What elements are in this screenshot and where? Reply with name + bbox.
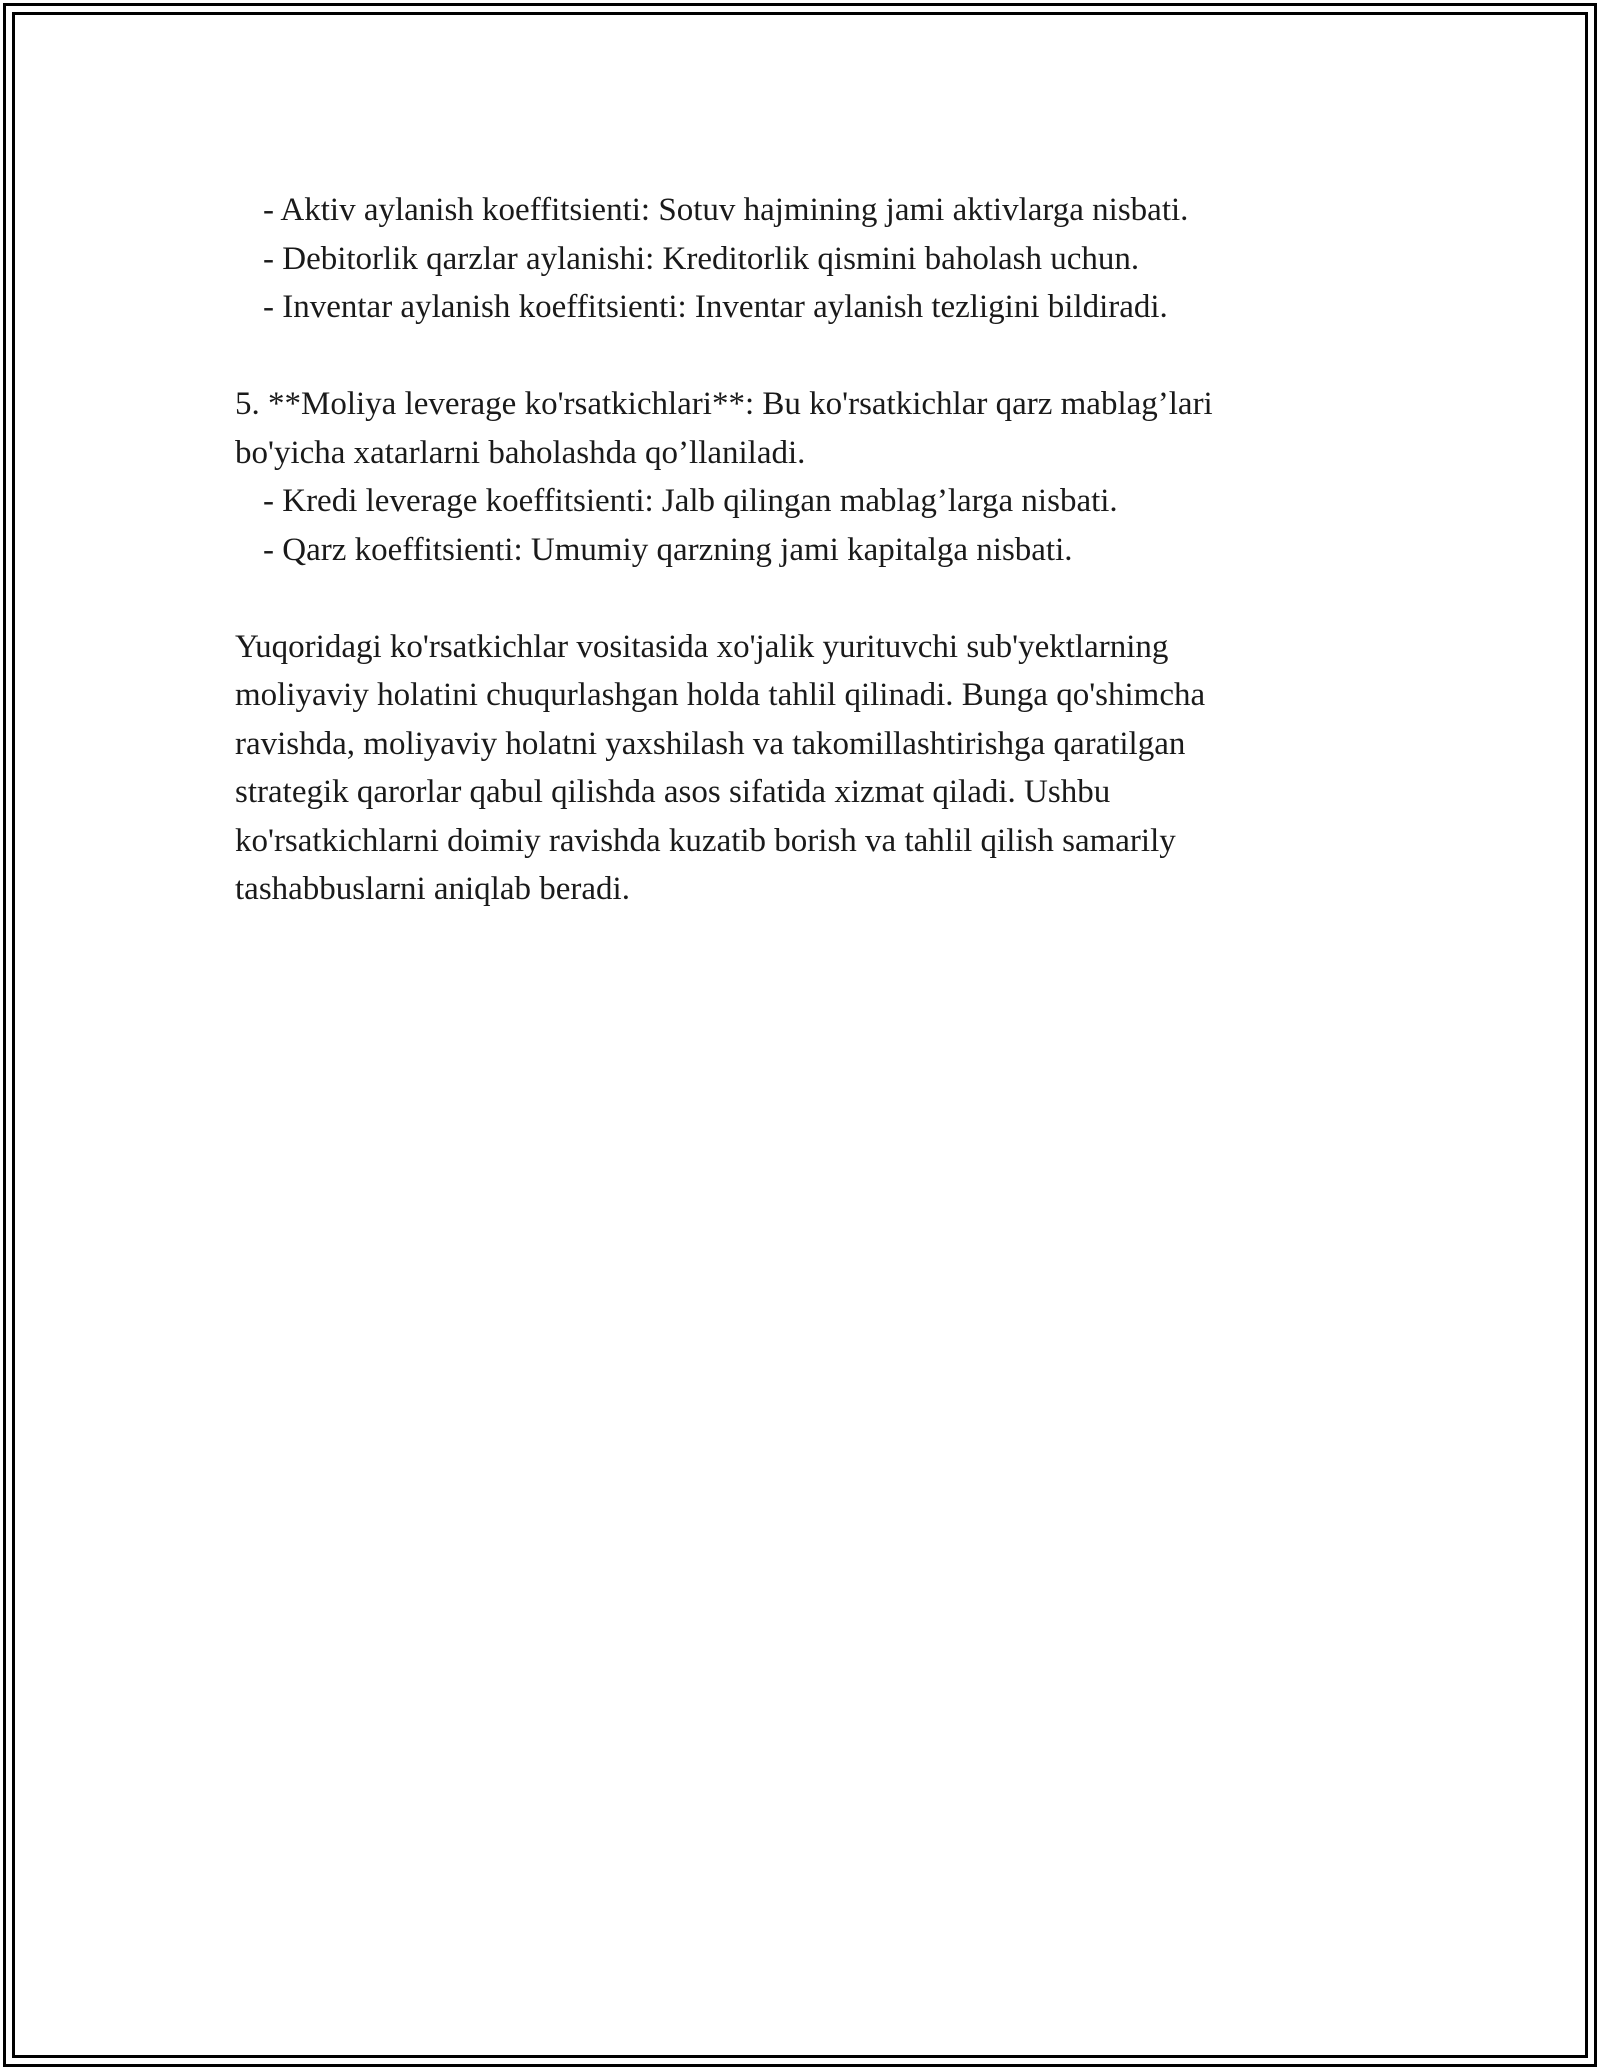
paragraph-spacer xyxy=(235,332,1365,381)
paragraph-line: tashabbuslarni aniqlab beradi. xyxy=(235,871,630,907)
list-item: - Kredi leverage koeffitsienti: Jalb qilingan mablag’larga nisbati. xyxy=(263,483,1118,519)
list-item: - Inventar aylanish koeffitsienti: Inventar aylanish tezligini bildiradi. xyxy=(263,289,1168,325)
section-heading-line: 5. **Moliya leverage ko'rsatkichlari**: Bu ko'rsatkichlar qarz mablag’lari xyxy=(235,386,1213,422)
paragraph-line: strategik qarorlar qabul qilishda asos sifatida xizmat qiladi. Ushbu xyxy=(235,774,1111,810)
leverage-section xyxy=(235,380,1365,574)
paragraph-line: moliyaviy holatini chuqurlashgan holda tahlil qilinadi. Bunga qo'shimcha xyxy=(235,677,1206,713)
paragraph-line: Yuqoridagi ko'rsatkichlar vositasida xo'jalik yurituvchi sub'yektlarning xyxy=(235,628,1169,665)
list-item: - Debitorlik qarzlar aylanishi: Kreditorlik qismini baholash uchun. xyxy=(263,240,1140,277)
paragraph-spacer xyxy=(235,574,1365,623)
document-body xyxy=(235,186,1365,914)
paragraph-line: ravishda, moliyaviy holatni yaxshilash va takomillashtirishga qaratilgan xyxy=(235,725,1186,762)
list-item: - Aktiv aylanish koeffitsienti: Sotuv hajmining jami aktivlarga nisbati. xyxy=(263,192,1189,228)
conclusion-paragraph xyxy=(235,623,1365,914)
turnover-ratio-list xyxy=(235,186,1365,332)
paragraph-line: ko'rsatkichlarni doimiy ravishda kuzatib borish va tahlil qilish samarily xyxy=(235,822,1176,859)
section-heading-line: bo'yicha xatarlarni baholashda qo’llaniladi. xyxy=(235,434,806,471)
list-item: - Qarz koeffitsienti: Umumiy qarzning jami kapitalga nisbati. xyxy=(263,531,1073,568)
